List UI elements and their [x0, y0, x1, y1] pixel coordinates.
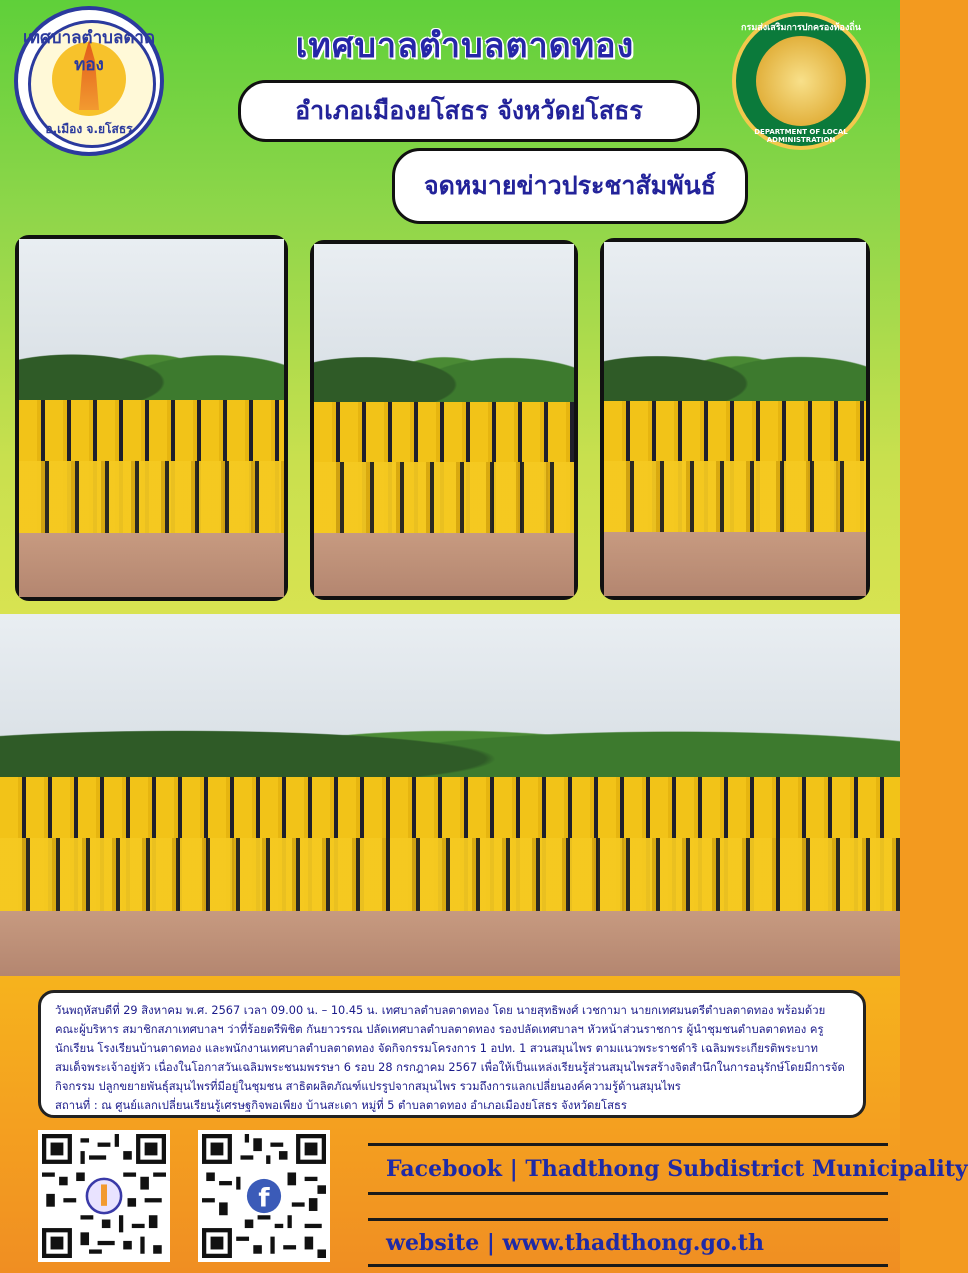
photo-ground — [19, 533, 284, 597]
event-photo-2 — [310, 240, 578, 600]
qr-code-website[interactable] — [198, 1130, 330, 1262]
photo-group-front-row — [604, 461, 866, 532]
news-location: สถานที่ : ณ ศูนย์แลกเปลี่ยนเรียนรู้เศรษฐกิจพอเพียง บ้านสะเดา หมู่ที่ 5 ตำบลตาดทอง อำเภอเมืองยโสธร จังหวัดยโสธร — [55, 1099, 627, 1112]
dla-seal-logo — [732, 12, 870, 150]
photo-group-front-row — [19, 461, 284, 533]
seal-bottom-text: อ.เมือง จ.ยโสธร — [45, 122, 133, 136]
dla-seal-bottom-text: DEPARTMENT OF LOCAL ADMINISTRATION — [754, 128, 848, 144]
facebook-link[interactable]: Facebook | Thadthong Subdistrict Municipality — [386, 1156, 968, 1182]
event-photo-group-wide — [0, 614, 900, 976]
news-text-box — [38, 990, 866, 1118]
news-body: วันพฤหัสบดีที่ 29 สิงหาคม พ.ศ. 2567 เวลา 09.00 น. – 10.45 น. เทศบาลตำบลตาดทอง โดย นายสุทธิพงศ์ เวชกามา นายกเทศมนตรีตำบลตาดทอง พร้อมด้วย คณะผู้บริหาร สมาชิกสภาเทศบาลฯ ว่าที่ร้อยตรีพิชิต กันยาวรรณ ปลัดเทศบาลตำบลตาดทอง รองปลัดเทศบาลฯ หัวหน้าส่วนราชการ ผู้นำชุมชนตำบลตาดทอง ครู นักเรียน โรงเรียนบ้านตาดทอง และพนักงานเทศบาลตำบลตาดทอง จัดกิจกรรมโครงการ 1 อปท. 1 สวนสมุนไพร ตามแนวพระราชดำริ เฉลิมพระเกียรติพระบาทสมเด็จพระเจ้าอยู่หัว เนื่องในโอกาสวันเฉลิมพระชนมพรรษา 6 รอบ 28 กรกฎาคม 2567 เพื่อให้เป็นแหล่งเรียนรู้ส่วนสมุนไพรสร้างจิตสำนึกในการอนุรักษ์โดยมีการจัดกิจกรรม ปลูกขยายพันธุ์สมุนไพรที่มีอยู่ในชุมชน สาธิตผลิตภัณฑ์แปรรูปจากสมุนไพร รวมถึงการแลกเปลี่ยนองค์ความรู้ด้านสมุนไพร — [55, 1004, 845, 1093]
lion-emblem-icon — [756, 36, 846, 126]
photo-group-front-row — [314, 462, 574, 532]
seal-top-text: เทศบาลตำบลตาดทอง — [23, 28, 155, 75]
event-photo-1 — [15, 235, 288, 601]
website-link[interactable]: website | www.thadthong.go.th — [386, 1230, 764, 1256]
municipality-seal-logo — [14, 6, 164, 156]
divider-lower — [368, 1218, 888, 1221]
dla-seal-top-text: กรมส่งเสริมการปกครองท้องถิ่น — [741, 23, 861, 33]
facebook-icon: f — [258, 1183, 270, 1214]
qr-code-facebook[interactable] — [38, 1130, 170, 1262]
divider-bottom — [368, 1264, 888, 1267]
photo-ground — [0, 911, 900, 976]
district-banner: อำเภอเมืองยโสธร จังหวัดยโสธร — [238, 80, 700, 142]
page-title: เทศบาลตำบลตาดทอง — [295, 26, 635, 66]
photo-ground — [314, 533, 574, 596]
qr-code-icon — [42, 1134, 166, 1258]
newsletter-banner: จดหมายข่าวประชาสัมพันธ์ — [392, 148, 748, 224]
divider-top — [368, 1143, 888, 1146]
photo-ground — [604, 532, 866, 596]
qr-code-icon — [202, 1134, 326, 1258]
divider-middle — [368, 1192, 888, 1195]
photo-group-front-row — [0, 838, 900, 910]
event-photo-3 — [600, 238, 870, 600]
